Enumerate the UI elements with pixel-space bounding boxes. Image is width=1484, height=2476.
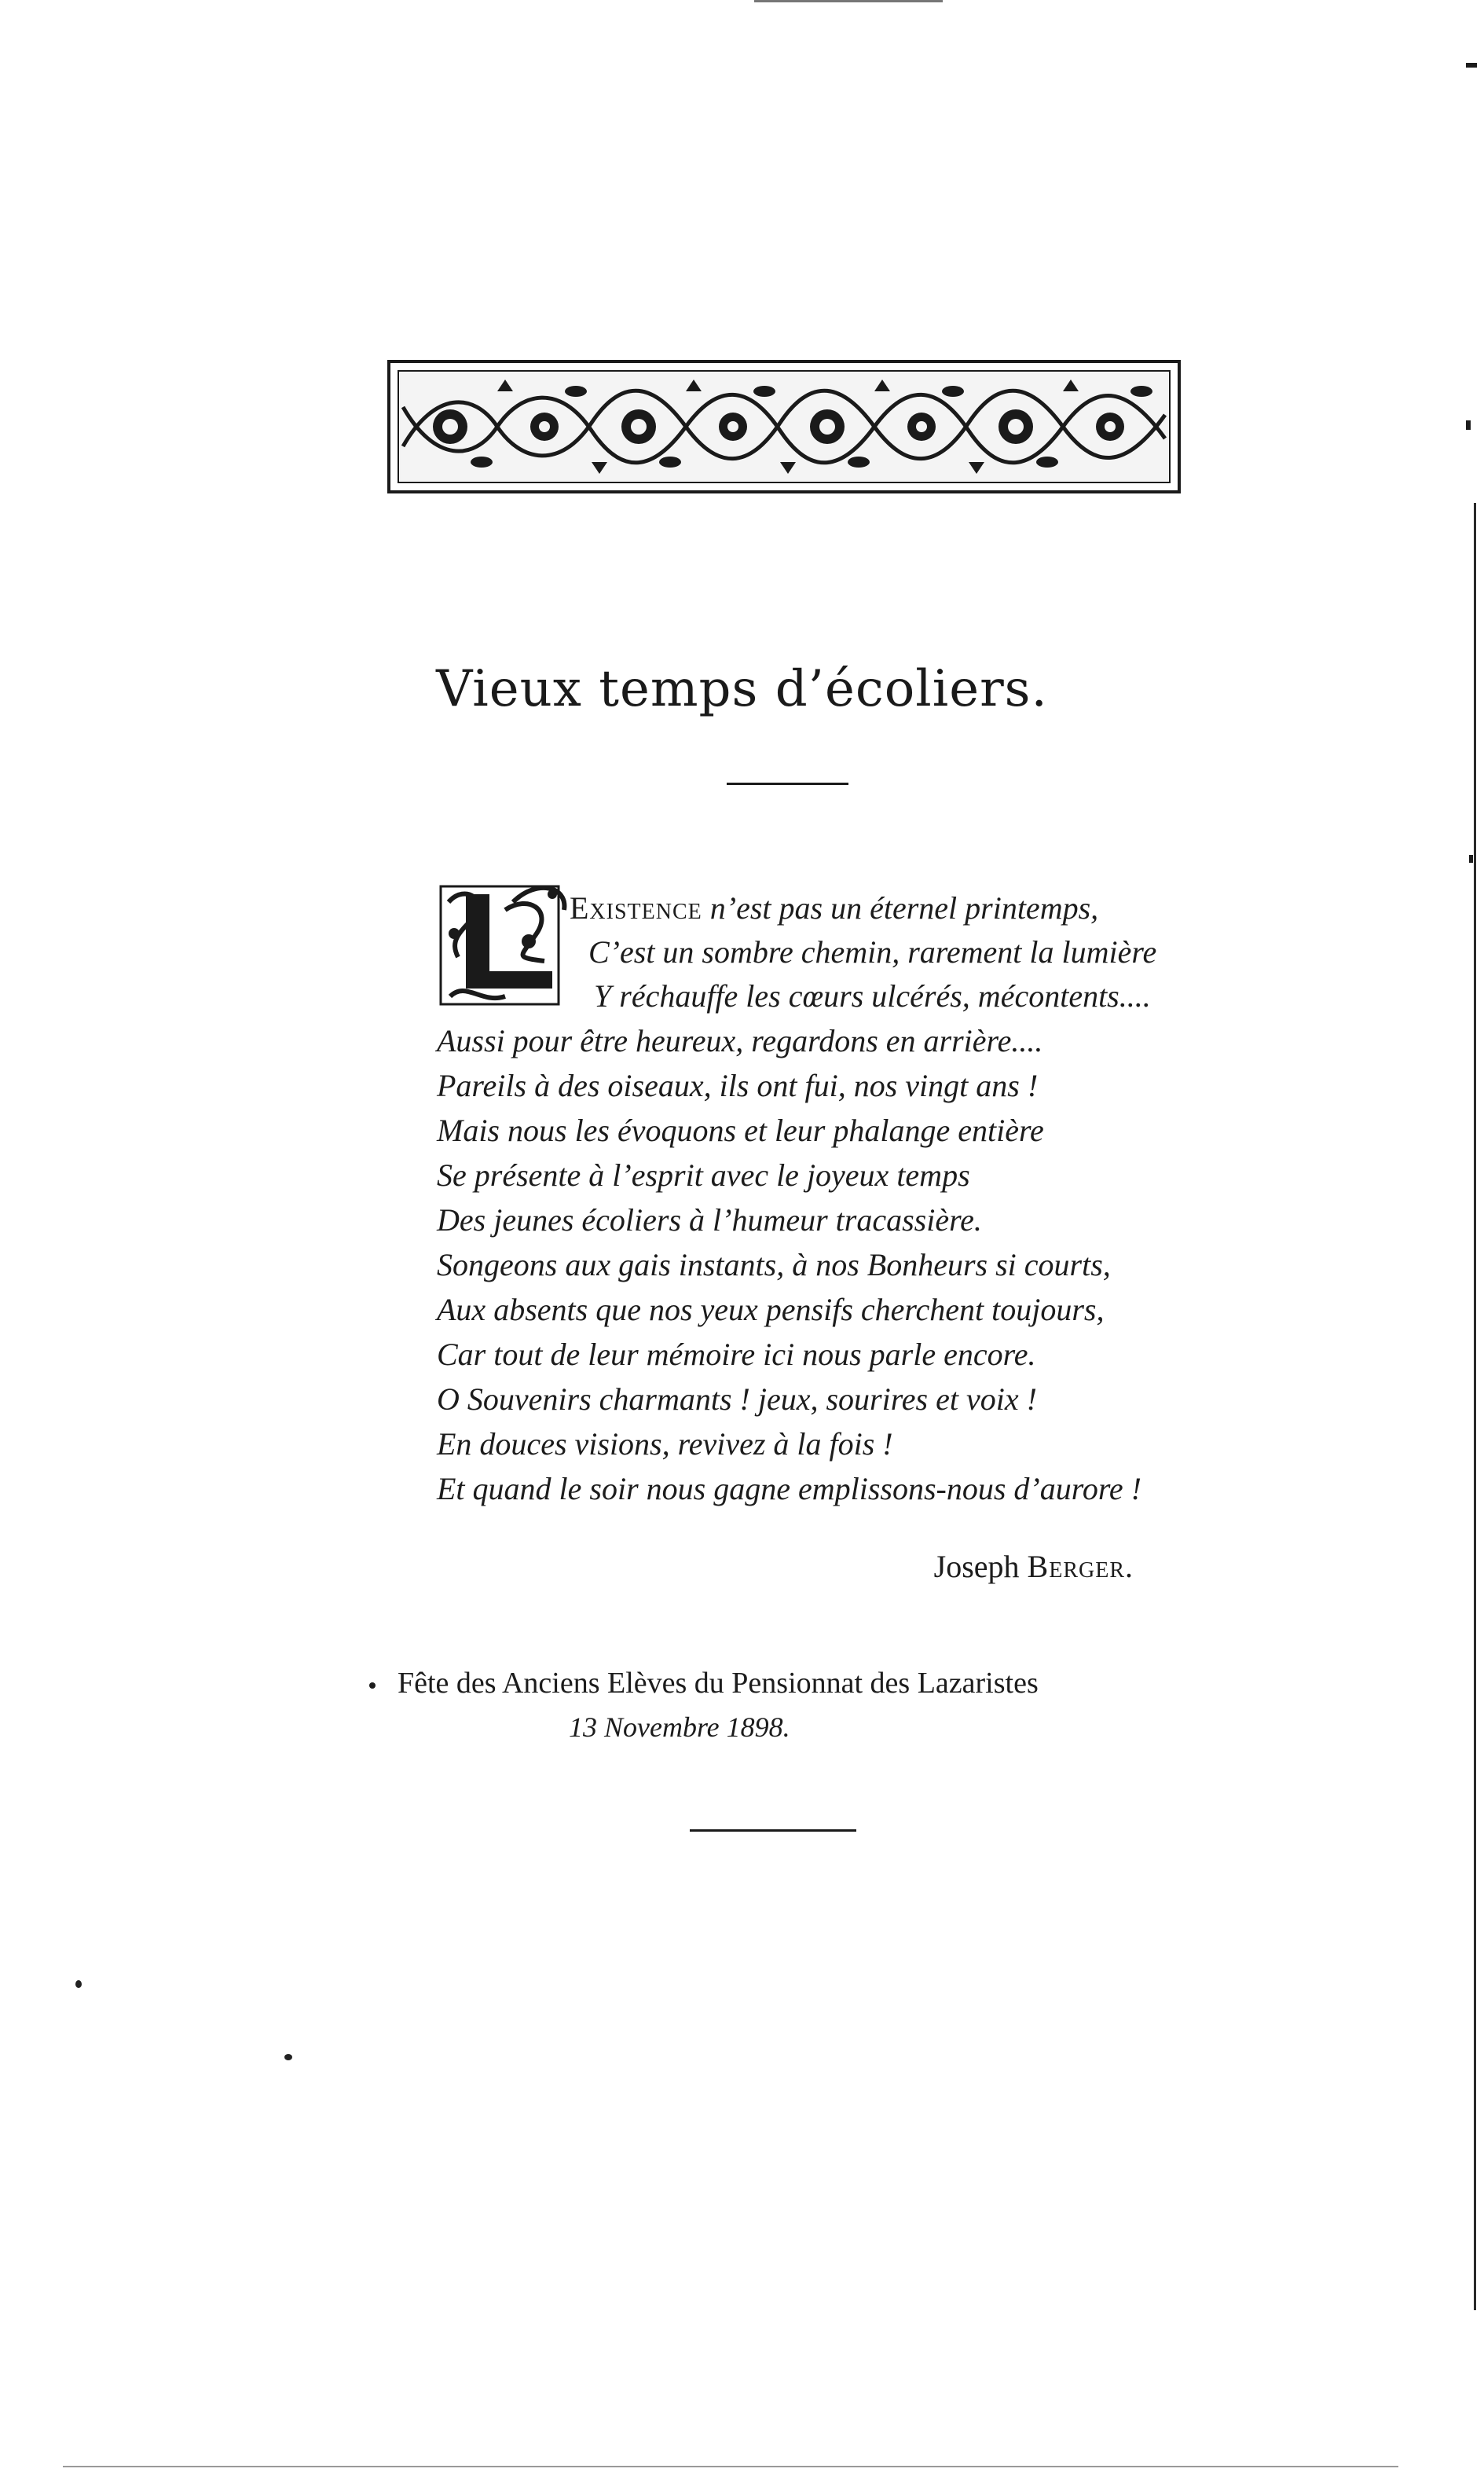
scan-mark bbox=[1469, 855, 1473, 863]
scan-mark bbox=[63, 2466, 1398, 2467]
poem-line-1-text: n’est pas un éternel printemps, bbox=[709, 890, 1099, 926]
poem-line-14: Et quand le soir nous gagne emplissons-nous d’aurore ! bbox=[437, 1471, 1141, 1506]
poem-line-6: Mais nous les évoquons et leur phalange entière bbox=[437, 1113, 1044, 1148]
floral-scroll-headpiece-icon bbox=[387, 360, 1181, 493]
scan-mark bbox=[754, 0, 943, 2]
bullet-dot-icon bbox=[369, 1682, 376, 1689]
title-divider bbox=[727, 783, 848, 785]
poem-line-8: Des jeunes écoliers à l’humeur tracassière. bbox=[437, 1202, 982, 1238]
author-first-name: Joseph bbox=[933, 1549, 1020, 1584]
poem-line-12: O Souvenirs charmants ! jeux, sourires et voix ! bbox=[437, 1381, 1037, 1417]
poem-line-4: Aussi pour être heureux, regardons en arrière.... bbox=[437, 1023, 1043, 1058]
poem-line-7: Se présente à l’esprit avec le joyeux temps bbox=[437, 1157, 970, 1193]
poem-line-2: C’est un sombre chemin, rarement la lumière bbox=[588, 934, 1157, 970]
event-line bbox=[369, 1666, 1039, 1700]
scan-mark bbox=[1466, 420, 1471, 430]
author-last-name: Berger. bbox=[1027, 1549, 1134, 1584]
ornate-letter-L-icon bbox=[434, 879, 576, 1012]
scan-speck bbox=[75, 1980, 82, 1988]
author-signature bbox=[934, 1548, 1134, 1585]
poem-line-11: Car tout de leur mémoire ici nous parle encore. bbox=[437, 1337, 1036, 1372]
poem-line-13: En douces visions, revivez à la fois ! bbox=[437, 1426, 893, 1462]
poem-line-9: Songeons aux gais instants, à nos Bonheurs si courts, bbox=[437, 1247, 1111, 1282]
scan-speck bbox=[284, 2054, 292, 2060]
scan-mark bbox=[1466, 63, 1477, 68]
poem-title: Vieux temps d’écoliers. bbox=[436, 660, 1048, 718]
page-edge-shadow bbox=[1474, 503, 1476, 2310]
event-text: Fête des Anciens Elèves du Pensionnat des Lazaristes bbox=[398, 1667, 1039, 1700]
event-date: 13 Novembre 1898. bbox=[569, 1711, 790, 1743]
first-word: Existence bbox=[570, 890, 702, 926]
closing-divider bbox=[690, 1829, 856, 1832]
poem-line-10: Aux absents que nos yeux pensifs cherchent toujours, bbox=[437, 1292, 1105, 1327]
poem-line-1 bbox=[570, 890, 1098, 926]
poem-line-3: Y réchauffe les cœurs ulcérés, mécontents.... bbox=[594, 978, 1151, 1014]
poem-line-5: Pareils à des oiseaux, ils ont fui, nos vingt ans ! bbox=[437, 1068, 1039, 1103]
